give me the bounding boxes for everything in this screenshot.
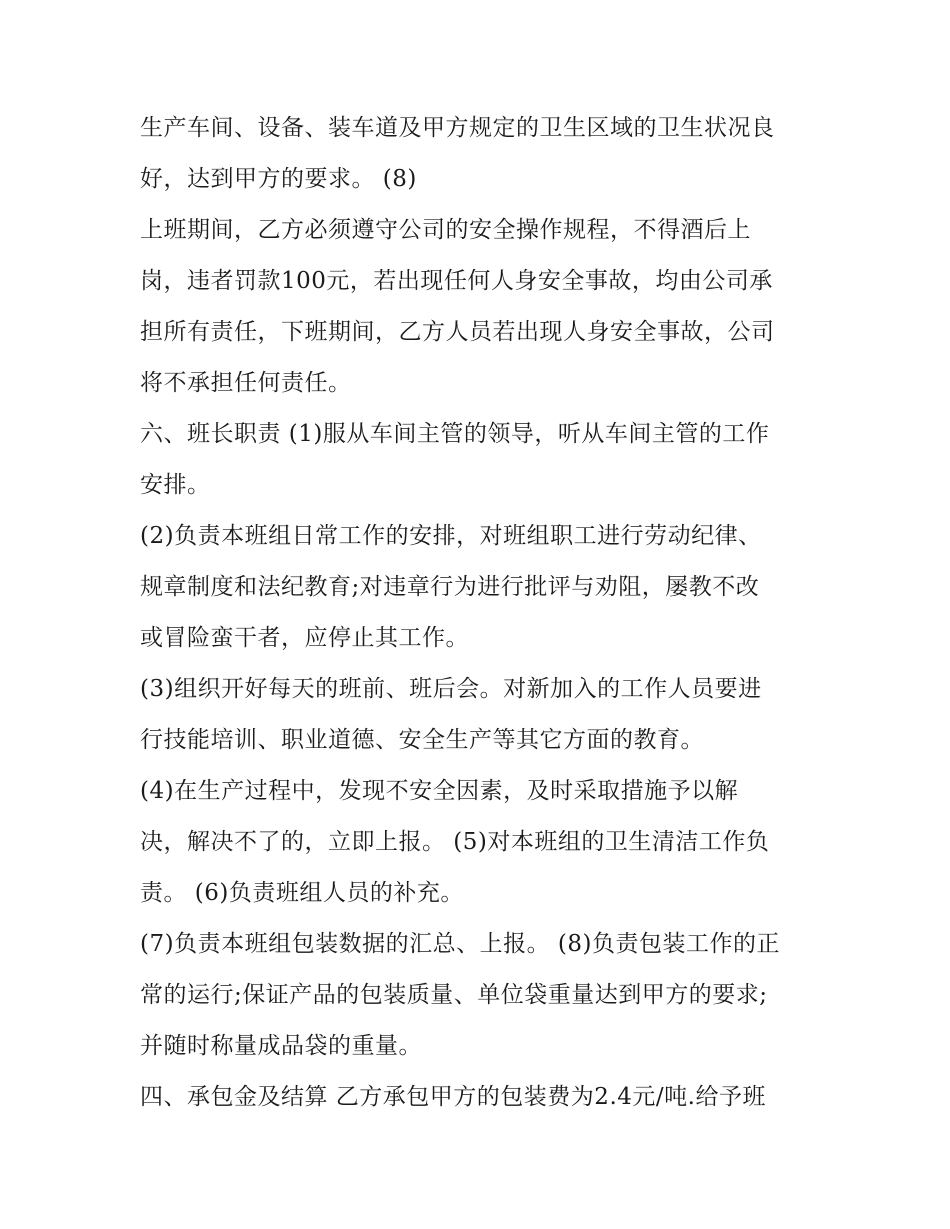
text-line: (2)负责本班组日常工作的安排，对班组职工进行劳动纪律、	[140, 523, 762, 549]
text-line: (7)负责本班组包装数据的汇总、上报。 (8)负责包装工作的正	[140, 931, 780, 957]
text-line: 安排。	[140, 472, 211, 498]
text-line: 决，解决不了的，立即上报。 (5)对本班组的卫生清洁工作负	[140, 829, 770, 855]
text-line: 规章制度和法纪教育;对违章行为进行批评与劝阻，屡教不改	[140, 574, 760, 600]
text-line: 并随时称量成品袋的重量。	[140, 1033, 422, 1059]
text-line: (3)组织开好每天的班前、班后会。对新加入的工作人员要进	[140, 676, 762, 702]
text-line: 担所有责任，下班期间，乙方人员若出现人身安全事故，公司	[140, 319, 775, 345]
text-line: 将不承担任何责任。	[140, 370, 352, 396]
text-line: 好，达到甲方的要求。 (8)	[140, 166, 417, 192]
text-line: (4)在生产过程中，发现不安全因素，及时采取措施予以解	[140, 778, 739, 804]
text-line: 上班期间，乙方必须遵守公司的安全操作规程，不得酒后上	[140, 217, 751, 243]
text-line: 行技能培训、职业道德、安全生产等其它方面的教育。	[140, 727, 704, 753]
text-line: 常的运行;保证产品的包装质量、单位袋重量达到甲方的要求;	[140, 982, 768, 1008]
text-line: 或冒险蛮干者，应停止其工作。	[140, 625, 469, 651]
text-line: 六、班长职责 (1)服从车间主管的领导，听从车间主管的工作	[140, 421, 770, 447]
text-line: 责。 (6)负责班组人员的补充。	[140, 880, 464, 906]
text-line: 岗，违者罚款100元，若出现任何人身安全事故，均由公司承	[140, 268, 773, 294]
text-line: 生产车间、设备、装车道及甲方规定的卫生区域的卫生状况良	[140, 115, 775, 141]
text-line: 四、承包金及结算 乙方承包甲方的包装费为2.4元/吨.给予班	[140, 1084, 766, 1110]
